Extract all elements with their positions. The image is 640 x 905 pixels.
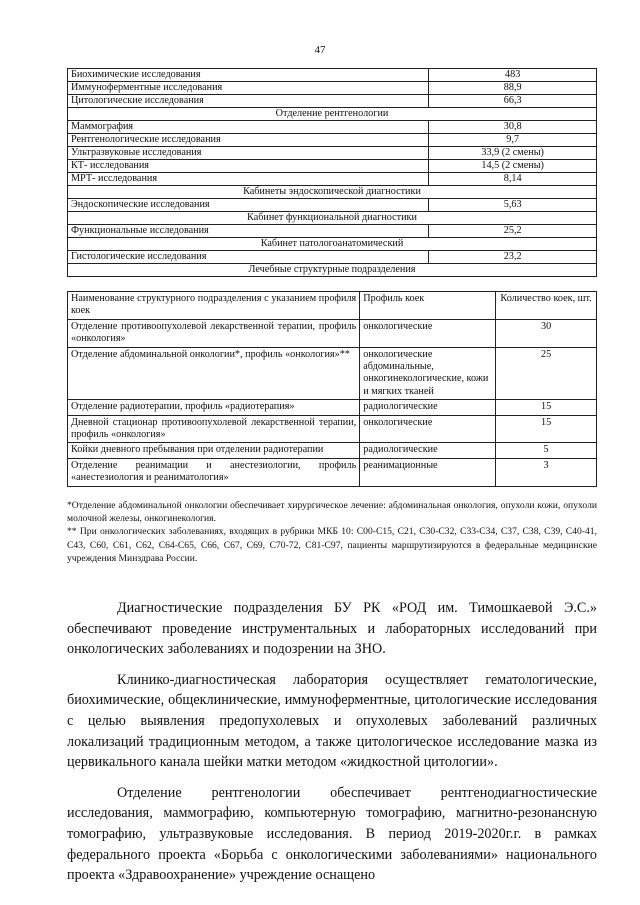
beds-table: [67, 291, 597, 487]
stats-label: Функциональные исследования: [68, 225, 429, 238]
stats-table: [67, 68, 597, 277]
beds-row: [68, 400, 597, 415]
bed-profile: онкологические: [360, 415, 496, 443]
bed-profile: реанимационные: [360, 458, 496, 486]
bed-profile: радиологические: [360, 443, 496, 458]
body-text: [67, 598, 597, 886]
unit-name: Отделение противоопухолевой лекарственной терапии, профиль «онкология»: [68, 319, 360, 347]
unit-name: Отделение радиотерапии, профиль «радиотерапия»: [68, 400, 360, 415]
stats-value: 30,8: [429, 121, 597, 134]
section-title: Кабинеты эндоскопической диагностики: [68, 186, 597, 199]
beds-row: [68, 319, 597, 347]
section-title: Кабинет патологоанатомический: [68, 238, 597, 251]
paragraph-radiology: Отделение рентгенологии обеспечивает рентгенодиагностические исследования, маммографию, компьютерную томографию, магнитно-резонансную томографию, ультразвуковые исследования. В период 2019-2020г.г. в рамках федерального проекта «Борьба с онкологическими заболеваниями» национального проекта «Здравоохранение» учреждение оснащено: [67, 784, 597, 884]
stats-section-row: [68, 238, 597, 251]
unit-name: Койки дневного пребывания при отделении радиотерапии: [68, 443, 360, 458]
footnote-2: ** При онкологических заболеваниях, входящих в рубрики МКБ 10: С00-С15, С21, С30-С32, С33-С34, С37, С38, С39, С40-41, С43, С60, С61, С62, С64-С65, С66, С67, С69, С70-72, С81-С97, пациенты маршрутизируются в федеральные медицинские учреждения Минздрава России.: [67, 526, 597, 564]
stats-label: Ультразвуковые исследования: [68, 147, 429, 160]
stats-label: Маммография: [68, 121, 429, 134]
stats-value: 23,2: [429, 251, 597, 264]
stats-row: [68, 251, 597, 264]
stats-value: 88,9: [429, 82, 597, 95]
unit-name: Отделение абдоминальной онкологии*, профиль «онкология»**: [68, 347, 360, 400]
stats-value: 14,5 (2 смены): [429, 160, 597, 173]
beds-row: [68, 415, 597, 443]
stats-label: Эндоскопические исследования: [68, 199, 429, 212]
stats-value: 33,9 (2 смены): [429, 147, 597, 160]
stats-row: [68, 82, 597, 95]
stats-row: [68, 121, 597, 134]
stats-section-row: [68, 108, 597, 121]
stats-value: 5,63: [429, 199, 597, 212]
stats-value: 8,14: [429, 173, 597, 186]
stats-label: Биохимические исследования: [68, 69, 429, 82]
page-number: 47: [314, 44, 326, 56]
footnotes: [67, 499, 597, 565]
stats-row: [68, 147, 597, 160]
bed-profile: радиологические: [360, 400, 496, 415]
stats-row: [68, 134, 597, 147]
bed-profile: онкологические: [360, 319, 496, 347]
stats-row: [68, 173, 597, 186]
bed-count: 3: [496, 458, 597, 486]
beds-row: [68, 347, 597, 400]
stats-value: 9,7: [429, 134, 597, 147]
beds-row: [68, 443, 597, 458]
header-profile: Профиль коек: [360, 292, 496, 320]
stats-row: [68, 69, 597, 82]
stats-value: 483: [429, 69, 597, 82]
section-title: Лечебные структурные подразделения: [68, 264, 597, 277]
stats-row: [68, 199, 597, 212]
section-title: Кабинет функциональной диагностики: [68, 212, 597, 225]
stats-value: 66,3: [429, 95, 597, 108]
beds-row: [68, 458, 597, 486]
unit-name: Отделение реанимации и анестезиологии, профиль «анестезиология и реаниматология»: [68, 458, 360, 486]
beds-table-header: [68, 292, 597, 320]
stats-value: 25,2: [429, 225, 597, 238]
bed-count: 25: [496, 347, 597, 400]
unit-name: Дневной стационар противоопухолевой лекарственной терапии, профиль «онкология»: [68, 415, 360, 443]
stats-row: [68, 95, 597, 108]
section-title: Отделение рентгенологии: [68, 108, 597, 121]
header-count: Количество коек, шт.: [496, 292, 597, 320]
stats-label: Иммуноферментные исследования: [68, 82, 429, 95]
stats-section-row: [68, 264, 597, 277]
bed-count: 15: [496, 400, 597, 415]
paragraph-laboratory: Клинико-диагностическая лаборатория осуществляет гематологические, биохимические, общеклинические, иммуноферментные, цитологические исследования с целью выявления предопухолевых и опухолевых заболеваний различных локализаций традиционным методом, а также цитологическое исследование мазка из цервикального канала шейки матки методом «жидкостной цитологии».: [67, 671, 597, 771]
stats-label: Цитологические исследования: [68, 95, 429, 108]
stats-row: [68, 160, 597, 173]
bed-count: 30: [496, 319, 597, 347]
stats-section-row: [68, 186, 597, 199]
stats-label: КТ- исследования: [68, 160, 429, 173]
bed-profile: онкологические абдоминальные, онкогинекологические, кожи и мягких тканей: [360, 347, 496, 400]
stats-section-row: [68, 212, 597, 225]
bed-count: 5: [496, 443, 597, 458]
footnote-1: *Отделение абдоминальной онкологии обеспечивает хирургическое лечение: абдоминальная онкология, опухоли кожи, опухоли молочной железы, онкогинекология.: [67, 500, 597, 525]
stats-label: МРТ- исследования: [68, 173, 429, 186]
paragraph-diagnostics: Диагностические подразделения БУ РК «РОД им. Тимошкаевой Э.С.» обеспечивают проведение инструментальных и лабораторных исследований при онкологических заболеваниях и подозрении на ЗНО.: [67, 600, 597, 658]
stats-label: Гистологические исследования: [68, 251, 429, 264]
stats-label: Рентгенологические исследования: [68, 134, 429, 147]
header-unit: Наименование структурного подразделения с указанием профиля коек: [68, 292, 360, 320]
bed-count: 15: [496, 415, 597, 443]
stats-row: [68, 225, 597, 238]
